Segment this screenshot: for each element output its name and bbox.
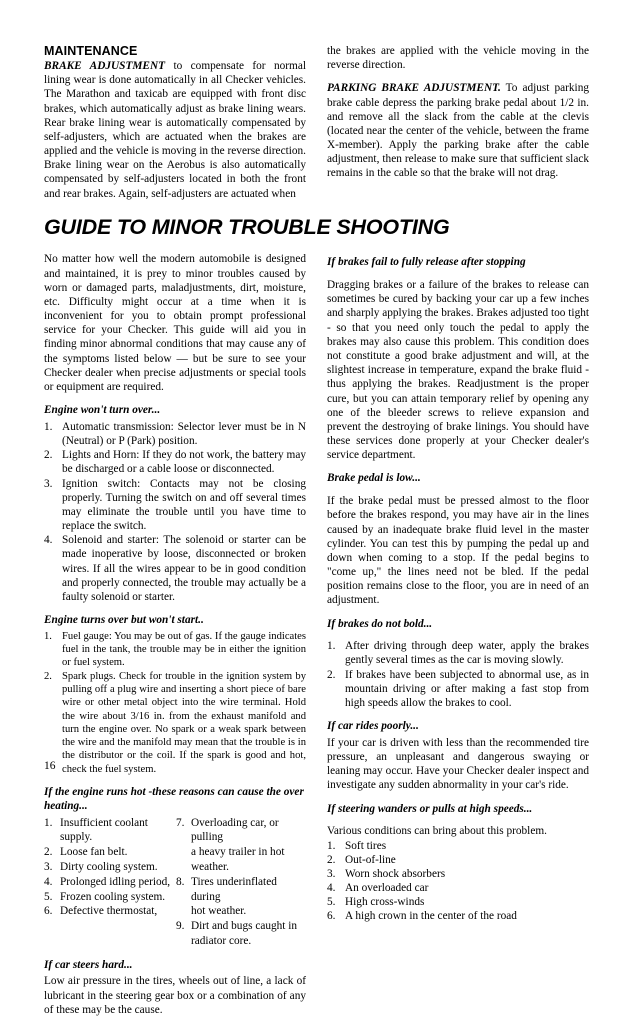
- list-item-number: 1.: [44, 630, 52, 642]
- list-item: [327, 639, 589, 667]
- list-item-number: 2.: [44, 449, 53, 462]
- heading-steering-wanders: If steering wanders or pulls at high speeds...: [327, 802, 533, 815]
- steering-wanders-intro: Various conditions can bring about this problem.: [327, 825, 547, 838]
- list-item-text: Overloading car, or pulling: [191, 816, 279, 844]
- list-item: [327, 909, 589, 923]
- parking-brake-lead: PARKING BRAKE ADJUSTMENT.: [327, 82, 501, 95]
- list-item-text: Out-of-line: [345, 853, 396, 866]
- list-item-text: Defective thermostat,: [60, 905, 158, 918]
- list-item-continuation: radiator core.: [191, 934, 252, 947]
- list-item-text: After driving through deep water, apply the brakes gently several times as the car is moving slowly.: [345, 640, 589, 667]
- list-item-text: Worn shock absorbers: [345, 867, 446, 880]
- list-item-text: Soft tires: [345, 839, 387, 852]
- list-item: [327, 867, 589, 881]
- overheating-left-half: [44, 816, 174, 949]
- list-item-number: 3.: [44, 860, 53, 873]
- heading-engine-turns-over: Engine turns over but won't start..: [44, 614, 204, 627]
- guide-title: GUIDE TO MINOR TROUBLE SHOOTING: [44, 214, 450, 239]
- list-item-number: 5.: [327, 896, 336, 909]
- main-right-column: [327, 252, 589, 923]
- parking-brake-text: To adjust parking brake cable depress the parking brake pedal about 1/2 in. and remove all the slack from the cable at the clevis (located near the center of the vehicle, between the frame X-member). Apply the parking brake after the cable adjustment, then release to make sure that sufficient slack remains in the cable so that the brake will not drag.: [327, 82, 589, 180]
- list-item: [44, 860, 174, 875]
- list-item-number: 1.: [327, 839, 336, 852]
- list-item-text: Spark plugs. Check for trouble in the ignition system by pulling off a plug wire and inserting a short piece of bare wire or other metal object into the wire terminal. Hold the wire about 3/16 in. from the exhaust manifold and turn the engine over. No spark or a weak spark between the wire and the manifold may mean that the trouble is in the distributor or the coil. If the spark is good and hot, check the fuel system.: [62, 670, 306, 775]
- list-item: [44, 448, 306, 476]
- list-item-number: 3.: [327, 867, 336, 880]
- overheating-right-list: [176, 816, 306, 949]
- brake-pedal-low-paragraph: If the brake pedal must be pressed almost to the floor before the brakes respond, you may have air in the lines caused by an inadequate brake fluid level in the master cylinder. You can test this by pumping the pedal up and down when coming to a stop. If the pedal begins to "come up," the lines need not be bled. If the pedal position remains close to the floor, you are in need of an adjustment.: [327, 495, 589, 607]
- list-item: [44, 904, 174, 919]
- list-item: [327, 668, 589, 711]
- car-steers-hard-paragraph: Low air pressure in the tires, wheels out of line, a lack of lubricant in the steering gear box or a combination of any of these may be the cause.: [44, 975, 306, 1016]
- list-item-text: Solenoid and starter: The solenoid or starter can be made inoperative by loose, disconnected or broken wires. If all the wires appear to be in good condition and properly connected, the trouble may actually be a faulty solenoid or starter.: [62, 534, 306, 603]
- list-item-text: Insufficient coolant supply.: [60, 816, 148, 844]
- list-item-number: 1.: [44, 420, 53, 433]
- list-item-number: 4.: [327, 882, 336, 895]
- list-item-text: Loose fan belt.: [60, 846, 128, 859]
- list-item-number: 1.: [327, 640, 336, 653]
- list-brakes-do-not-hold: [327, 639, 589, 710]
- list-item: [44, 845, 174, 860]
- heading-car-steers-hard: If car steers hard...: [44, 958, 133, 971]
- list-item-text: An overloaded car: [345, 882, 429, 895]
- list-item: [44, 816, 174, 846]
- list-item: [44, 875, 174, 890]
- list-item-number: 8.: [176, 875, 185, 888]
- top-right-column: [327, 44, 589, 181]
- list-item: [44, 630, 306, 670]
- list-item-text: If brakes have been subjected to abnormal use, as in mountain driving or after making a fast stop from high speeds allow the brakes to cool.: [345, 668, 589, 709]
- list-item-number: 4.: [44, 875, 53, 888]
- list-engine-wont-turn-over: [44, 420, 306, 604]
- list-item-continuation: hot weather.: [191, 905, 247, 918]
- heading-engine-wont-turn-over: Engine won't turn over...: [44, 404, 161, 417]
- list-item-text: Ignition switch: Contacts may not be closing properly. Turning the switch on and off several times may eliminate the trouble until you have time to replace the switch.: [62, 477, 306, 533]
- list-item-number: 9.: [176, 920, 185, 933]
- main-two-column-block: [44, 252, 589, 1017]
- engine-turns-over-block: [44, 614, 306, 776]
- list-item-text: High cross-winds: [345, 896, 425, 909]
- list-engine-turns-over: [44, 630, 306, 776]
- list-item-text: Frozen cooling system.: [60, 890, 166, 903]
- list-item: [44, 890, 174, 905]
- list-item-number: 5.: [44, 890, 53, 903]
- list-item-text: Dirt and bugs caught in: [191, 920, 298, 933]
- page-number: 16: [44, 759, 56, 772]
- list-item-text: Lights and Horn: If they do not work, the battery may be discharged or a cable loose or disconnected.: [62, 449, 306, 476]
- list-item-number: 2.: [44, 846, 53, 859]
- list-item: [327, 895, 589, 909]
- list-item-text: Automatic transmission: Selector lever must be in N (Neutral) or P (Park) position.: [62, 420, 306, 448]
- list-item-text: Fuel gauge: You may be out of gas. If the gauge indicates fuel in the tank, the trouble may be in either the ignition or fuel system.: [62, 630, 306, 669]
- list-item-number: 2.: [44, 670, 52, 682]
- maintenance-heading: MAINTENANCE: [44, 44, 138, 58]
- list-item: [44, 533, 306, 604]
- list-overheating-causes: [44, 816, 306, 949]
- overheating-right-half: [174, 816, 306, 949]
- brake-adjustment-text: to compensate for normal lining wear is done automatically in all Checker vehicles. The Marathon and taxicab are equipped with front disc brakes, which automatically adjust as brake lining wears. Rear brake lining wear is automatically compensated by self-adjusters, which are actuated when the brakes are applied and the vehicle is moving in the reverse direction. Brake lining wear on the Aerobus is also automatically compensated by self-adjusters located in both the front and rear brakes. Again, self-adjusters are actuated when: [44, 60, 306, 200]
- guide-intro-paragraph: No matter how well the modern automobile is designed and maintained, it is prey to minor troubles caused by worn or damaged parts, maladjustments, dirt, moisture, etc. Difficulty might occur at a time when it is inconvenient for you to obtain prompt professional service for your Checker. This guide will aid you in finding minor abnormal conditions that may cause any of the symptoms listed below — but be sure to see your Checker dealer when precise adjustments or special tools or equipment are required.: [44, 253, 306, 393]
- top-left-column: [44, 44, 306, 201]
- list-item-number: 4.: [44, 534, 53, 547]
- heading-brake-pedal-low: Brake pedal is low...: [327, 472, 421, 485]
- list-item-text: Dirty cooling system.: [60, 860, 158, 873]
- list-item-text: Tires underinflated during: [191, 875, 277, 903]
- heading-engine-runs-hot-line2: heating...: [44, 799, 88, 812]
- list-item-number: 7.: [176, 816, 185, 829]
- parking-brake-paragraph: [327, 81, 589, 180]
- list-item: [327, 839, 589, 853]
- main-left-column: [44, 252, 306, 1017]
- brakes-fail-release-paragraph: Dragging brakes or a failure of the brakes to release can sometimes be cured by backing your car up a few inches and sharply applying the brakes. Brakes adjusted too tight - so that you need only touch the pedal to apply the brakes may also cause this problem. This condition does not constitute a good brake adjustment and will, at the slightest increase in temperature, expand the brake fluid - thus applying the brakes. Readjustment is the proper cure, but you can attain temporary relief by opening any one of the bleeder screws to relieve expansion and prevent the destroying of brake linings. You should have these services done properly at your Checker dealer's service department.: [327, 279, 589, 462]
- heading-brakes-do-not-hold: If brakes do not bold...: [327, 617, 433, 630]
- heading-engine-runs-hot-line1: If the engine runs hot -these reasons can cause the over: [44, 785, 304, 798]
- list-item-number: 6.: [327, 910, 336, 923]
- list-item-continuation: a heavy trailer in hot weather.: [191, 846, 285, 873]
- list-item: [327, 853, 589, 867]
- list-item-number: 3.: [44, 477, 53, 490]
- list-item: [327, 881, 589, 895]
- list-item-number: 2.: [327, 853, 336, 866]
- brake-adjustment-lead: BRAKE ADJUSTMENT: [44, 60, 166, 72]
- car-rides-poorly-paragraph: If your car is driven with less than the recommended tire pressure, an unpleasant and dangerous swaying or leaning may occur. Have your Checker dealer inspect and investigate any sudden abnormality in your car's ride.: [327, 736, 589, 792]
- brake-adjustment-paragraph: [44, 59, 306, 201]
- list-item: [176, 816, 306, 846]
- list-steering-wanders: [327, 839, 589, 924]
- list-item-number: 6.: [44, 905, 53, 918]
- heading-car-rides-poorly: If car rides poorly...: [327, 720, 419, 733]
- top-two-column-block: [44, 44, 589, 201]
- list-item: [44, 477, 306, 534]
- overheating-left-list: [44, 816, 174, 920]
- list-item-text: Prolonged idling period,: [60, 875, 171, 888]
- list-item-number: 1.: [44, 816, 53, 829]
- list-item: [176, 919, 306, 934]
- list-item: [176, 875, 306, 905]
- list-item: [44, 420, 306, 448]
- list-item-number: 2.: [327, 668, 336, 681]
- list-item-text: A high crown in the center of the road: [345, 910, 517, 923]
- maintenance-continuation-paragraph: the brakes are applied with the vehicle moving in the reverse direction.: [327, 45, 589, 72]
- list-item: [44, 670, 306, 776]
- heading-brakes-fail-release: If brakes fail to fully release after stopping: [327, 256, 526, 269]
